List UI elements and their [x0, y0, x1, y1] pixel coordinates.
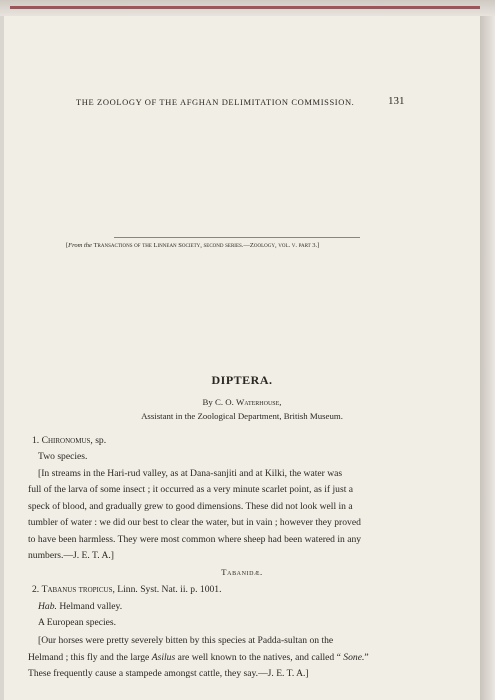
article-title: DIPTERA.	[211, 373, 273, 387]
entry-2-line2-b: are well known to the natives, and called “	[175, 652, 344, 663]
entry-1-number: 1.	[32, 435, 42, 446]
entry-2-line	[28, 650, 369, 667]
entry-1-heading	[32, 433, 106, 450]
habitat-value: Helmand valley.	[56, 601, 123, 612]
habitat-label: Hab.	[38, 601, 57, 612]
book-page	[4, 16, 480, 700]
affiliation: Assistant in the Zoological Department, British Museum.	[141, 411, 343, 421]
entry-2-line2-c: ”	[364, 652, 369, 663]
genus-asilus: Asilus	[151, 652, 176, 663]
entry-1-line: tumbler of water : we did our best to clear the water, but in vain ; however they proved	[28, 517, 361, 528]
entry-2-citation: , Linn. Syst. Nat. ii. p. 1001.	[112, 584, 222, 595]
byline	[4, 397, 480, 407]
native-word: Sone.	[343, 652, 365, 663]
entry-1-name: Chironomus	[41, 435, 91, 446]
entry-2-habitat	[38, 599, 122, 616]
entry-2-number: 2.	[32, 584, 42, 595]
entry-2-line2-a: Helmand ; this fly and the large	[28, 652, 152, 663]
running-title: THE ZOOLOGY OF THE AFGHAN DELIMITATION COMMISSION.	[76, 97, 355, 107]
entry-1-line: numbers.—J. E. T. A.]	[28, 550, 114, 561]
source-close-bracket: ]	[317, 242, 320, 249]
page-right-edge	[480, 16, 495, 700]
entry-1-line: speck of blood, and gradually grew to good dimensions. These did not look well in a	[28, 501, 353, 512]
byline-name: Waterhouse,	[235, 397, 282, 407]
entry-2-line: These frequently cause a stampede amongst cattle, they say.—J. E. T. A.]	[28, 668, 309, 679]
entry-1-note: Two species.	[38, 451, 88, 462]
entry-1-suffix: , sp.	[90, 435, 107, 446]
entry-2-line: [Our horses were pretty severely bitten by this species at Padda-sultan on the	[38, 635, 334, 646]
source-from: From the	[68, 242, 92, 249]
entry-2-heading	[32, 582, 221, 599]
source-note	[66, 242, 319, 249]
page-number: 131	[388, 95, 405, 107]
source-open-bracket: [	[66, 242, 69, 249]
scan-top-line	[10, 6, 480, 9]
entry-1-line: to have been harmless. They were most common where sheep had been watered in any	[28, 534, 362, 545]
entry-1-line: [In streams in the Hari-rud valley, as at Dana-sanjiti and at Kilki, the water was	[38, 468, 343, 479]
family-heading: Tabanidæ.	[221, 567, 263, 577]
entry-2-note: A European species.	[38, 617, 117, 628]
byline-by: By C. O.	[202, 397, 236, 407]
source-text: Transactions of the Linnean Society, second series.—Zoology, vol. v. part 3.	[93, 242, 318, 249]
entry-2-name: Tabanus tropicus	[41, 584, 113, 595]
source-rule	[114, 237, 360, 238]
entry-1-line: full of the larva of some insect ; it occurred as a very minute scarlet point, as if just a	[28, 484, 354, 495]
